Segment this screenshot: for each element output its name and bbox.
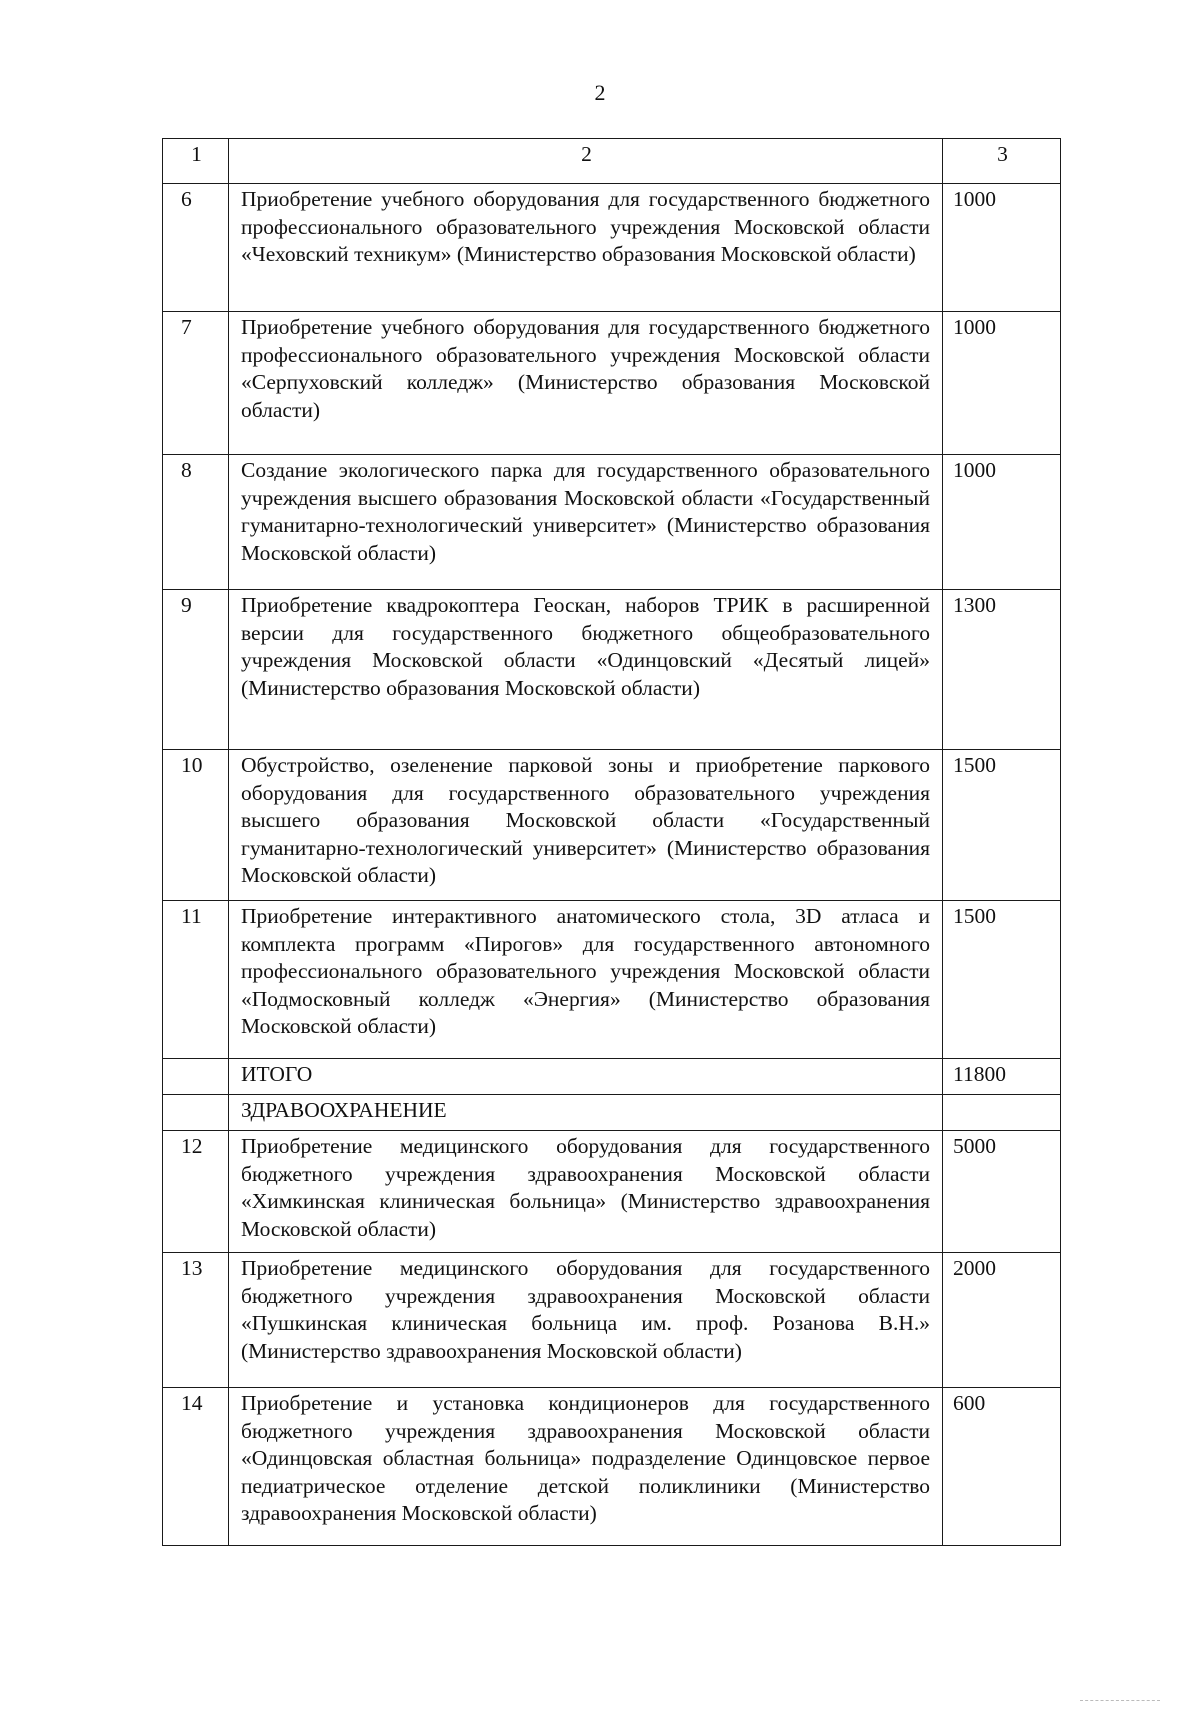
total-row — [163, 1059, 1061, 1095]
row-amount: 1500 — [943, 750, 1061, 901]
page-number: 2 — [594, 80, 606, 105]
total-number-cell — [163, 1059, 229, 1095]
total-label: ИТОГО — [229, 1059, 943, 1095]
row-description: Приобретение учебного оборудования для государственного бюджетного профессионального образовательного учреждения Московской области «Чеховский техникум» (Министерство образования Московской области) — [229, 184, 943, 312]
table-row — [163, 590, 1061, 750]
table-row — [163, 1253, 1061, 1388]
row-number: 11 — [163, 901, 229, 1059]
table-row — [163, 750, 1061, 901]
row-description: Приобретение интерактивного анатомического стола, 3D атласа и комплекта программ «Пирогов» для государственного автономного профессионального образовательного учреждения Московской области «Подмосковный колледж «Энергия» (Министерство образования Московской области) — [229, 901, 943, 1059]
row-amount: 1000 — [943, 455, 1061, 590]
section-number-cell — [163, 1095, 229, 1131]
row-amount: 1000 — [943, 184, 1061, 312]
row-description: Приобретение и установка кондиционеров для государственного бюджетного учреждения здравоохранения Московской области «Одинцовская областная больница» подразделение Одинцовское первое педиатрическое отделение детской поликлиники (Министерство здравоохранения Московской области) — [229, 1388, 943, 1546]
table-row — [163, 1131, 1061, 1253]
row-number: 9 — [163, 590, 229, 750]
row-description: Приобретение медицинского оборудования для государственного бюджетного учреждения здравоохранения Московской области «Пушкинская клиническая больница им. проф. Розанова В.Н.» (Министерство здравоохранения Московской области) — [229, 1253, 943, 1388]
row-number: 7 — [163, 312, 229, 455]
row-description: Приобретение учебного оборудования для государственного бюджетного профессионального образовательного учреждения Московской области «Серпуховский колледж» (Министерство образования Московской области) — [229, 312, 943, 455]
table-row — [163, 184, 1061, 312]
section-row — [163, 1095, 1061, 1131]
table-row — [163, 455, 1061, 590]
table-row — [163, 1388, 1061, 1546]
row-number: 10 — [163, 750, 229, 901]
header-cell-number: 1 — [163, 139, 229, 184]
section-amount-cell — [943, 1095, 1061, 1131]
appropriations-table — [162, 138, 1061, 1546]
row-amount: 1500 — [943, 901, 1061, 1059]
row-number: 6 — [163, 184, 229, 312]
row-number: 13 — [163, 1253, 229, 1388]
table-header-row — [163, 139, 1061, 184]
header-cell-description: 2 — [229, 139, 943, 184]
row-amount: 600 — [943, 1388, 1061, 1546]
row-description: Обустройство, озеленение парковой зоны и приобретение паркового оборудования для государственного образовательного учреждения высшего образования Московской области «Государственный гуманитарно-технологический университет» (Министерство образования Московской области) — [229, 750, 943, 901]
row-amount: 1300 — [943, 590, 1061, 750]
section-title: ЗДРАВООХРАНЕНИЕ — [229, 1095, 943, 1131]
row-description: Приобретение квадрокоптера Геоскан, наборов ТРИК в расширенной версии для государственного бюджетного общеобразовательного учреждения Московской области «Одинцовский «Десятый лицей» (Министерство образования Московской области) — [229, 590, 943, 750]
table-row — [163, 312, 1061, 455]
row-amount: 5000 — [943, 1131, 1061, 1253]
total-amount: 11800 — [943, 1059, 1061, 1095]
header-cell-amount: 3 — [943, 139, 1061, 184]
row-description: Приобретение медицинского оборудования для государственного бюджетного учреждения здравоохранения Московской области «Химкинская клиническая больница» (Министерство здравоохранения Московской области) — [229, 1131, 943, 1253]
row-number: 14 — [163, 1388, 229, 1546]
row-number: 12 — [163, 1131, 229, 1253]
table-row — [163, 901, 1061, 1059]
scan-footer-mark — [1080, 1700, 1160, 1703]
row-amount: 1000 — [943, 312, 1061, 455]
row-number: 8 — [163, 455, 229, 590]
row-description: Создание экологического парка для государственного образовательного учреждения высшего образования Московской области «Государственный гуманитарно-технологический университет» (Министерство образования Московской области) — [229, 455, 943, 590]
row-amount: 2000 — [943, 1253, 1061, 1388]
